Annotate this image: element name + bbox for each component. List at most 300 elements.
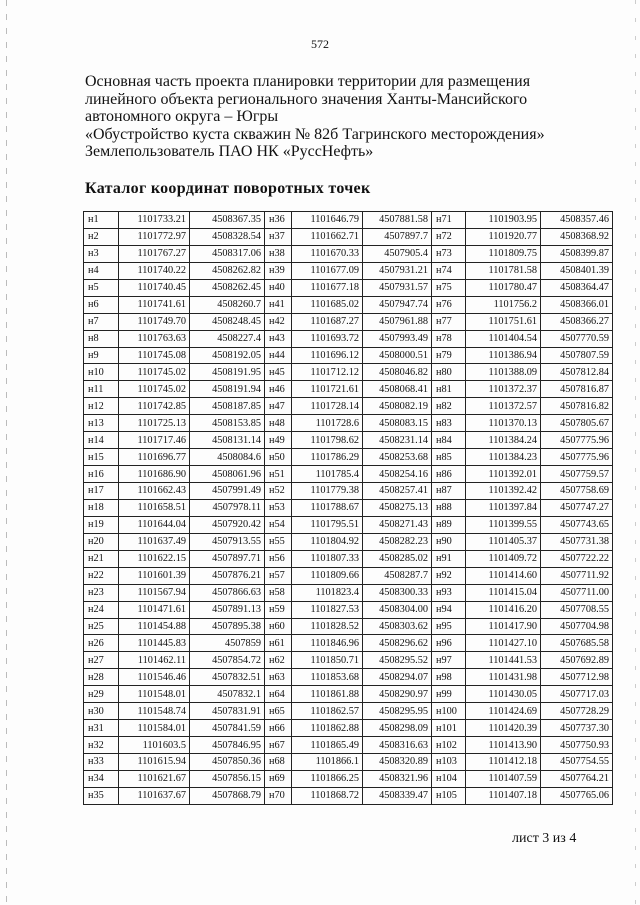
- catalog-title: Каталог координат поворотных точек: [85, 180, 371, 197]
- point-id-cell: н56: [265, 550, 292, 567]
- point-id-cell: н71: [432, 212, 466, 229]
- x-coordinate-cell: 1101740.22: [119, 262, 190, 279]
- point-id-cell: н87: [432, 483, 466, 500]
- point-id-cell: н31: [84, 720, 119, 737]
- y-coordinate-cell: 4508339.47: [363, 787, 432, 804]
- point-id-cell: н26: [84, 635, 119, 652]
- y-coordinate-cell: 4507708.55: [541, 601, 613, 618]
- point-id-cell: н41: [265, 296, 292, 313]
- x-coordinate-cell: 1101548.74: [119, 703, 190, 720]
- x-coordinate-cell: 1101386.94: [466, 347, 541, 364]
- y-coordinate-cell: 4508254.16: [363, 466, 432, 483]
- x-coordinate-cell: 1101809.75: [466, 245, 541, 262]
- y-coordinate-cell: 4508401.39: [541, 262, 613, 279]
- x-coordinate-cell: 1101781.58: [466, 262, 541, 279]
- scan-edge-left: [6, 0, 7, 905]
- y-coordinate-cell: 4508192.05: [190, 347, 265, 364]
- table-row: [84, 483, 613, 500]
- y-coordinate-cell: 4507759.57: [541, 466, 613, 483]
- point-id-cell: н91: [432, 550, 466, 567]
- x-coordinate-cell: 1101717.46: [119, 432, 190, 449]
- x-coordinate-cell: 1101741.61: [119, 296, 190, 313]
- x-coordinate-cell: 1101742.85: [119, 398, 190, 415]
- y-coordinate-cell: 4507758.69: [541, 483, 613, 500]
- point-id-cell: н32: [84, 737, 119, 754]
- table-row: [84, 652, 613, 669]
- x-coordinate-cell: 1101415.04: [466, 584, 541, 601]
- x-coordinate-cell: 1101662.43: [119, 483, 190, 500]
- point-id-cell: н67: [265, 737, 292, 754]
- y-coordinate-cell: 4508320.89: [363, 754, 432, 771]
- point-id-cell: н42: [265, 313, 292, 330]
- point-id-cell: н64: [265, 686, 292, 703]
- point-id-cell: н46: [265, 381, 292, 398]
- y-coordinate-cell: 4507737.30: [541, 720, 613, 737]
- point-id-cell: н58: [265, 584, 292, 601]
- x-coordinate-cell: 1101404.54: [466, 330, 541, 347]
- header-line: Землепользователь ПАО НК «РуссНефть»: [85, 143, 374, 161]
- y-coordinate-cell: 4508061.96: [190, 466, 265, 483]
- table-row: [84, 262, 613, 279]
- table-row: [84, 449, 613, 466]
- coordinates-table: [83, 211, 613, 805]
- x-coordinate-cell: 1101372.57: [466, 398, 541, 415]
- x-coordinate-cell: 1101767.27: [119, 245, 190, 262]
- point-id-cell: н12: [84, 398, 119, 415]
- point-id-cell: н10: [84, 364, 119, 381]
- y-coordinate-cell: 4507991.49: [190, 483, 265, 500]
- table-row: [84, 703, 613, 720]
- x-coordinate-cell: 1101427.10: [466, 635, 541, 652]
- x-coordinate-cell: 1101637.67: [119, 787, 190, 804]
- x-coordinate-cell: 1101696.77: [119, 449, 190, 466]
- point-id-cell: н38: [265, 245, 292, 262]
- y-coordinate-cell: 4508084.6: [190, 449, 265, 466]
- y-coordinate-cell: 4507891.13: [190, 601, 265, 618]
- table-row: [84, 770, 613, 787]
- point-id-cell: н80: [432, 364, 466, 381]
- point-id-cell: н70: [265, 787, 292, 804]
- y-coordinate-cell: 4507895.38: [190, 618, 265, 635]
- point-id-cell: н57: [265, 567, 292, 584]
- point-id-cell: н105: [432, 787, 466, 804]
- point-id-cell: н59: [265, 601, 292, 618]
- point-id-cell: н85: [432, 449, 466, 466]
- x-coordinate-cell: 1101850.71: [292, 652, 363, 669]
- x-coordinate-cell: 1101370.13: [466, 415, 541, 432]
- y-coordinate-cell: 4507854.72: [190, 652, 265, 669]
- scan-edge-right: [635, 0, 636, 905]
- x-coordinate-cell: 1101658.51: [119, 499, 190, 516]
- y-coordinate-cell: 4507993.49: [363, 330, 432, 347]
- y-coordinate-cell: 4507868.79: [190, 787, 265, 804]
- point-id-cell: н29: [84, 686, 119, 703]
- table-row: [84, 533, 613, 550]
- y-coordinate-cell: 4508282.23: [363, 533, 432, 550]
- y-coordinate-cell: 4508366.01: [541, 296, 613, 313]
- point-id-cell: н23: [84, 584, 119, 601]
- x-coordinate-cell: 1101920.77: [466, 228, 541, 245]
- x-coordinate-cell: 1101862.88: [292, 720, 363, 737]
- table-row: [84, 313, 613, 330]
- table-row: [84, 516, 613, 533]
- x-coordinate-cell: 1101601.39: [119, 567, 190, 584]
- header-line: Основная часть проекта планировки территории для размещения: [85, 73, 531, 90]
- y-coordinate-cell: 4508399.87: [541, 245, 613, 262]
- point-id-cell: н100: [432, 703, 466, 720]
- x-coordinate-cell: 1101622.15: [119, 550, 190, 567]
- y-coordinate-cell: 4507722.22: [541, 550, 613, 567]
- point-id-cell: н63: [265, 669, 292, 686]
- y-coordinate-cell: 4508296.62: [363, 635, 432, 652]
- point-id-cell: н76: [432, 296, 466, 313]
- point-id-cell: н69: [265, 770, 292, 787]
- y-coordinate-cell: 4507816.82: [541, 398, 613, 415]
- table-row: [84, 347, 613, 364]
- x-coordinate-cell: 1101696.12: [292, 347, 363, 364]
- x-coordinate-cell: 1101424.69: [466, 703, 541, 720]
- x-coordinate-cell: 1101399.55: [466, 516, 541, 533]
- point-id-cell: н99: [432, 686, 466, 703]
- point-id-cell: н16: [84, 466, 119, 483]
- y-coordinate-cell: 4508191.95: [190, 364, 265, 381]
- point-id-cell: н104: [432, 770, 466, 787]
- y-coordinate-cell: 4507841.59: [190, 720, 265, 737]
- point-id-cell: н44: [265, 347, 292, 364]
- x-coordinate-cell: 1101687.27: [292, 313, 363, 330]
- table-row: [84, 279, 613, 296]
- point-id-cell: н11: [84, 381, 119, 398]
- table-row: [84, 296, 613, 313]
- x-coordinate-cell: 1101865.49: [292, 737, 363, 754]
- x-coordinate-cell: 1101785.4: [292, 466, 363, 483]
- point-id-cell: н73: [432, 245, 466, 262]
- point-id-cell: н33: [84, 754, 119, 771]
- point-id-cell: н21: [84, 550, 119, 567]
- document-header: [85, 73, 605, 161]
- x-coordinate-cell: 1101733.21: [119, 212, 190, 229]
- x-coordinate-cell: 1101567.94: [119, 584, 190, 601]
- point-id-cell: н51: [265, 466, 292, 483]
- x-coordinate-cell: 1101725.13: [119, 415, 190, 432]
- x-coordinate-cell: 1101751.61: [466, 313, 541, 330]
- y-coordinate-cell: 4508364.47: [541, 279, 613, 296]
- point-id-cell: н82: [432, 398, 466, 415]
- point-id-cell: н6: [84, 296, 119, 313]
- x-coordinate-cell: 1101828.52: [292, 618, 363, 635]
- point-id-cell: н74: [432, 262, 466, 279]
- point-id-cell: н36: [265, 212, 292, 229]
- x-coordinate-cell: 1101809.66: [292, 567, 363, 584]
- y-coordinate-cell: 4508262.45: [190, 279, 265, 296]
- y-coordinate-cell: 4508316.63: [363, 737, 432, 754]
- x-coordinate-cell: 1101430.05: [466, 686, 541, 703]
- y-coordinate-cell: 4507897.71: [190, 550, 265, 567]
- point-id-cell: н48: [265, 415, 292, 432]
- point-id-cell: н34: [84, 770, 119, 787]
- y-coordinate-cell: 4508082.19: [363, 398, 432, 415]
- point-id-cell: н37: [265, 228, 292, 245]
- x-coordinate-cell: 1101416.20: [466, 601, 541, 618]
- y-coordinate-cell: 4508131.14: [190, 432, 265, 449]
- y-coordinate-cell: 4508275.13: [363, 499, 432, 516]
- y-coordinate-cell: 4507750.93: [541, 737, 613, 754]
- y-coordinate-cell: 4508287.7: [363, 567, 432, 584]
- x-coordinate-cell: 1101903.95: [466, 212, 541, 229]
- table-row: [84, 364, 613, 381]
- point-id-cell: н68: [265, 754, 292, 771]
- point-id-cell: н5: [84, 279, 119, 296]
- point-id-cell: н61: [265, 635, 292, 652]
- x-coordinate-cell: 1101866.1: [292, 754, 363, 771]
- y-coordinate-cell: 4507692.89: [541, 652, 613, 669]
- point-id-cell: н45: [265, 364, 292, 381]
- x-coordinate-cell: 1101621.67: [119, 770, 190, 787]
- y-coordinate-cell: 4508321.96: [363, 770, 432, 787]
- y-coordinate-cell: 4507816.87: [541, 381, 613, 398]
- x-coordinate-cell: 1101417.90: [466, 618, 541, 635]
- table-row: [84, 550, 613, 567]
- x-coordinate-cell: 1101662.71: [292, 228, 363, 245]
- table-row: [84, 381, 613, 398]
- x-coordinate-cell: 1101407.18: [466, 787, 541, 804]
- point-id-cell: н90: [432, 533, 466, 550]
- y-coordinate-cell: 4507905.4: [363, 245, 432, 262]
- y-coordinate-cell: 4507812.84: [541, 364, 613, 381]
- x-coordinate-cell: 1101646.79: [292, 212, 363, 229]
- x-coordinate-cell: 1101693.72: [292, 330, 363, 347]
- y-coordinate-cell: 4507931.21: [363, 262, 432, 279]
- table-row: [84, 787, 613, 804]
- table-row: [84, 686, 613, 703]
- point-id-cell: н77: [432, 313, 466, 330]
- x-coordinate-cell: 1101603.5: [119, 737, 190, 754]
- y-coordinate-cell: 4507978.11: [190, 499, 265, 516]
- y-coordinate-cell: 4508260.7: [190, 296, 265, 313]
- point-id-cell: н89: [432, 516, 466, 533]
- y-coordinate-cell: 4507846.95: [190, 737, 265, 754]
- y-coordinate-cell: 4507807.59: [541, 347, 613, 364]
- table-row: [84, 737, 613, 754]
- y-coordinate-cell: 4507931.57: [363, 279, 432, 296]
- header-line: «Обустройство куста скважин № 82б Тагринского месторождения»: [85, 125, 545, 143]
- table-row: [84, 466, 613, 483]
- table-row: [84, 212, 613, 229]
- y-coordinate-cell: 4508317.06: [190, 245, 265, 262]
- point-id-cell: н78: [432, 330, 466, 347]
- point-id-cell: н50: [265, 449, 292, 466]
- point-id-cell: н24: [84, 601, 119, 618]
- x-coordinate-cell: 1101615.94: [119, 754, 190, 771]
- point-id-cell: н47: [265, 398, 292, 415]
- point-id-cell: н15: [84, 449, 119, 466]
- point-id-cell: н27: [84, 652, 119, 669]
- point-id-cell: н3: [84, 245, 119, 262]
- table-row: [84, 601, 613, 618]
- point-id-cell: н35: [84, 787, 119, 804]
- point-id-cell: н8: [84, 330, 119, 347]
- point-id-cell: н19: [84, 516, 119, 533]
- x-coordinate-cell: 1101445.83: [119, 635, 190, 652]
- x-coordinate-cell: 1101471.61: [119, 601, 190, 618]
- x-coordinate-cell: 1101409.72: [466, 550, 541, 567]
- x-coordinate-cell: 1101420.39: [466, 720, 541, 737]
- y-coordinate-cell: 4507876.21: [190, 567, 265, 584]
- x-coordinate-cell: 1101853.68: [292, 669, 363, 686]
- point-id-cell: н79: [432, 347, 466, 364]
- table-row: [84, 228, 613, 245]
- x-coordinate-cell: 1101685.02: [292, 296, 363, 313]
- x-coordinate-cell: 1101866.25: [292, 770, 363, 787]
- y-coordinate-cell: 4508328.54: [190, 228, 265, 245]
- x-coordinate-cell: 1101728.14: [292, 398, 363, 415]
- y-coordinate-cell: 4507866.63: [190, 584, 265, 601]
- y-coordinate-cell: 4507881.58: [363, 212, 432, 229]
- point-id-cell: н7: [84, 313, 119, 330]
- x-coordinate-cell: 1101392.01: [466, 466, 541, 483]
- y-coordinate-cell: 4508153.85: [190, 415, 265, 432]
- x-coordinate-cell: 1101397.84: [466, 499, 541, 516]
- x-coordinate-cell: 1101728.6: [292, 415, 363, 432]
- x-coordinate-cell: 1101712.12: [292, 364, 363, 381]
- y-coordinate-cell: 4507913.55: [190, 533, 265, 550]
- point-id-cell: н72: [432, 228, 466, 245]
- x-coordinate-cell: 1101779.38: [292, 483, 363, 500]
- x-coordinate-cell: 1101807.33: [292, 550, 363, 567]
- point-id-cell: н94: [432, 601, 466, 618]
- x-coordinate-cell: 1101412.18: [466, 754, 541, 771]
- point-id-cell: н102: [432, 737, 466, 754]
- point-id-cell: н4: [84, 262, 119, 279]
- x-coordinate-cell: 1101384.23: [466, 449, 541, 466]
- x-coordinate-cell: 1101786.29: [292, 449, 363, 466]
- x-coordinate-cell: 1101677.09: [292, 262, 363, 279]
- y-coordinate-cell: 4507717.03: [541, 686, 613, 703]
- x-coordinate-cell: 1101441.53: [466, 652, 541, 669]
- x-coordinate-cell: 1101637.49: [119, 533, 190, 550]
- point-id-cell: н20: [84, 533, 119, 550]
- point-id-cell: н39: [265, 262, 292, 279]
- page-number: 572: [311, 37, 329, 51]
- point-id-cell: н84: [432, 432, 466, 449]
- x-coordinate-cell: 1101795.51: [292, 516, 363, 533]
- y-coordinate-cell: 4507897.7: [363, 228, 432, 245]
- x-coordinate-cell: 1101405.37: [466, 533, 541, 550]
- y-coordinate-cell: 4508068.41: [363, 381, 432, 398]
- point-id-cell: н2: [84, 228, 119, 245]
- y-coordinate-cell: 4507850.36: [190, 754, 265, 771]
- table-row: [84, 754, 613, 771]
- point-id-cell: н9: [84, 347, 119, 364]
- table-row: [84, 415, 613, 432]
- y-coordinate-cell: 4507775.96: [541, 432, 613, 449]
- y-coordinate-cell: 4507754.55: [541, 754, 613, 771]
- x-coordinate-cell: 1101546.46: [119, 669, 190, 686]
- point-id-cell: н95: [432, 618, 466, 635]
- y-coordinate-cell: 4508367.35: [190, 212, 265, 229]
- x-coordinate-cell: 1101798.62: [292, 432, 363, 449]
- point-id-cell: н81: [432, 381, 466, 398]
- point-id-cell: н52: [265, 483, 292, 500]
- table-row: [84, 567, 613, 584]
- x-coordinate-cell: 1101721.61: [292, 381, 363, 398]
- table-row: [84, 720, 613, 737]
- point-id-cell: н66: [265, 720, 292, 737]
- y-coordinate-cell: 4507764.21: [541, 770, 613, 787]
- y-coordinate-cell: 4507731.38: [541, 533, 613, 550]
- y-coordinate-cell: 4507743.65: [541, 516, 613, 533]
- y-coordinate-cell: 4507765.06: [541, 787, 613, 804]
- y-coordinate-cell: 4508295.95: [363, 703, 432, 720]
- point-id-cell: н22: [84, 567, 119, 584]
- x-coordinate-cell: 1101740.45: [119, 279, 190, 296]
- x-coordinate-cell: 1101749.70: [119, 313, 190, 330]
- x-coordinate-cell: 1101677.18: [292, 279, 363, 296]
- y-coordinate-cell: 4507961.88: [363, 313, 432, 330]
- x-coordinate-cell: 1101392.42: [466, 483, 541, 500]
- x-coordinate-cell: 1101827.53: [292, 601, 363, 618]
- point-id-cell: н55: [265, 533, 292, 550]
- point-id-cell: н18: [84, 499, 119, 516]
- x-coordinate-cell: 1101763.63: [119, 330, 190, 347]
- point-id-cell: н17: [84, 483, 119, 500]
- point-id-cell: н98: [432, 669, 466, 686]
- y-coordinate-cell: 4508231.14: [363, 432, 432, 449]
- point-id-cell: н103: [432, 754, 466, 771]
- table-row: [84, 584, 613, 601]
- y-coordinate-cell: 4507747.27: [541, 499, 613, 516]
- y-coordinate-cell: 4508262.82: [190, 262, 265, 279]
- x-coordinate-cell: 1101413.90: [466, 737, 541, 754]
- point-id-cell: н101: [432, 720, 466, 737]
- y-coordinate-cell: 4508083.15: [363, 415, 432, 432]
- x-coordinate-cell: 1101823.4: [292, 584, 363, 601]
- table-row: [84, 669, 613, 686]
- y-coordinate-cell: 4507832.51: [190, 669, 265, 686]
- x-coordinate-cell: 1101644.04: [119, 516, 190, 533]
- point-id-cell: н49: [265, 432, 292, 449]
- table-row: [84, 398, 613, 415]
- y-coordinate-cell: 4508000.51: [363, 347, 432, 364]
- coordinates-table-body: [84, 212, 613, 805]
- y-coordinate-cell: 4508271.43: [363, 516, 432, 533]
- x-coordinate-cell: 1101670.33: [292, 245, 363, 262]
- point-id-cell: н65: [265, 703, 292, 720]
- point-id-cell: н13: [84, 415, 119, 432]
- y-coordinate-cell: 4507704.98: [541, 618, 613, 635]
- y-coordinate-cell: 4508257.41: [363, 483, 432, 500]
- point-id-cell: н83: [432, 415, 466, 432]
- point-id-cell: н92: [432, 567, 466, 584]
- x-coordinate-cell: 1101868.72: [292, 787, 363, 804]
- y-coordinate-cell: 4507712.98: [541, 669, 613, 686]
- y-coordinate-cell: 4507711.92: [541, 567, 613, 584]
- point-id-cell: н86: [432, 466, 466, 483]
- x-coordinate-cell: 1101584.01: [119, 720, 190, 737]
- sheet-counter: лист 3 из 4: [512, 831, 577, 846]
- y-coordinate-cell: 4507775.96: [541, 449, 613, 466]
- table-row: [84, 245, 613, 262]
- x-coordinate-cell: 1101407.59: [466, 770, 541, 787]
- point-id-cell: н54: [265, 516, 292, 533]
- y-coordinate-cell: 4508227.4: [190, 330, 265, 347]
- header-line: линейного объекта регионального значения Ханты-Мансийского: [85, 90, 528, 108]
- x-coordinate-cell: 1101388.09: [466, 364, 541, 381]
- x-coordinate-cell: 1101846.96: [292, 635, 363, 652]
- y-coordinate-cell: 4507859: [190, 635, 265, 652]
- x-coordinate-cell: 1101431.98: [466, 669, 541, 686]
- table-row: [84, 432, 613, 449]
